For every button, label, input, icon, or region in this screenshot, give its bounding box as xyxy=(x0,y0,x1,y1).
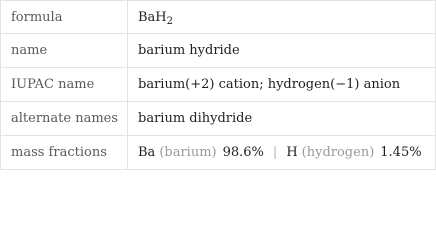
mass-fraction-percent-ba: 98.6% xyxy=(222,145,264,160)
formula-subscript: 2 xyxy=(166,15,174,27)
row-label-mass-fractions: mass fractions xyxy=(0,136,128,169)
row-label-formula: formula xyxy=(0,1,128,33)
mass-fraction-element-ba: (barium) xyxy=(159,145,217,160)
row-value-mass-fractions xyxy=(128,136,436,169)
table-row-alternate-names xyxy=(0,102,436,136)
row-value-name: barium hydride xyxy=(128,34,436,67)
row-value-formula xyxy=(128,1,436,33)
table-row-iupac-name xyxy=(0,68,436,102)
formula-base: BaH xyxy=(138,9,167,25)
row-label-alternate-names: alternate names xyxy=(0,102,128,135)
row-value-iupac-name: barium(+2) cation; hydrogen(−1) anion xyxy=(128,68,436,101)
mass-fraction-percent-h: 1.45% xyxy=(380,145,422,160)
row-label-iupac-name: IUPAC name xyxy=(0,68,128,101)
table-row-name xyxy=(0,34,436,68)
table-row-mass-fractions xyxy=(0,136,436,170)
row-value-alternate-names: barium dihydride xyxy=(128,102,436,135)
table-row-formula xyxy=(0,0,436,34)
mass-fraction-symbol-ba: Ba xyxy=(138,145,156,160)
row-label-name: name xyxy=(0,34,128,67)
mass-fraction-symbol-h: H xyxy=(286,145,298,160)
mass-fraction-element-h: (hydrogen) xyxy=(301,145,375,160)
mass-fraction-separator: | xyxy=(272,145,278,160)
